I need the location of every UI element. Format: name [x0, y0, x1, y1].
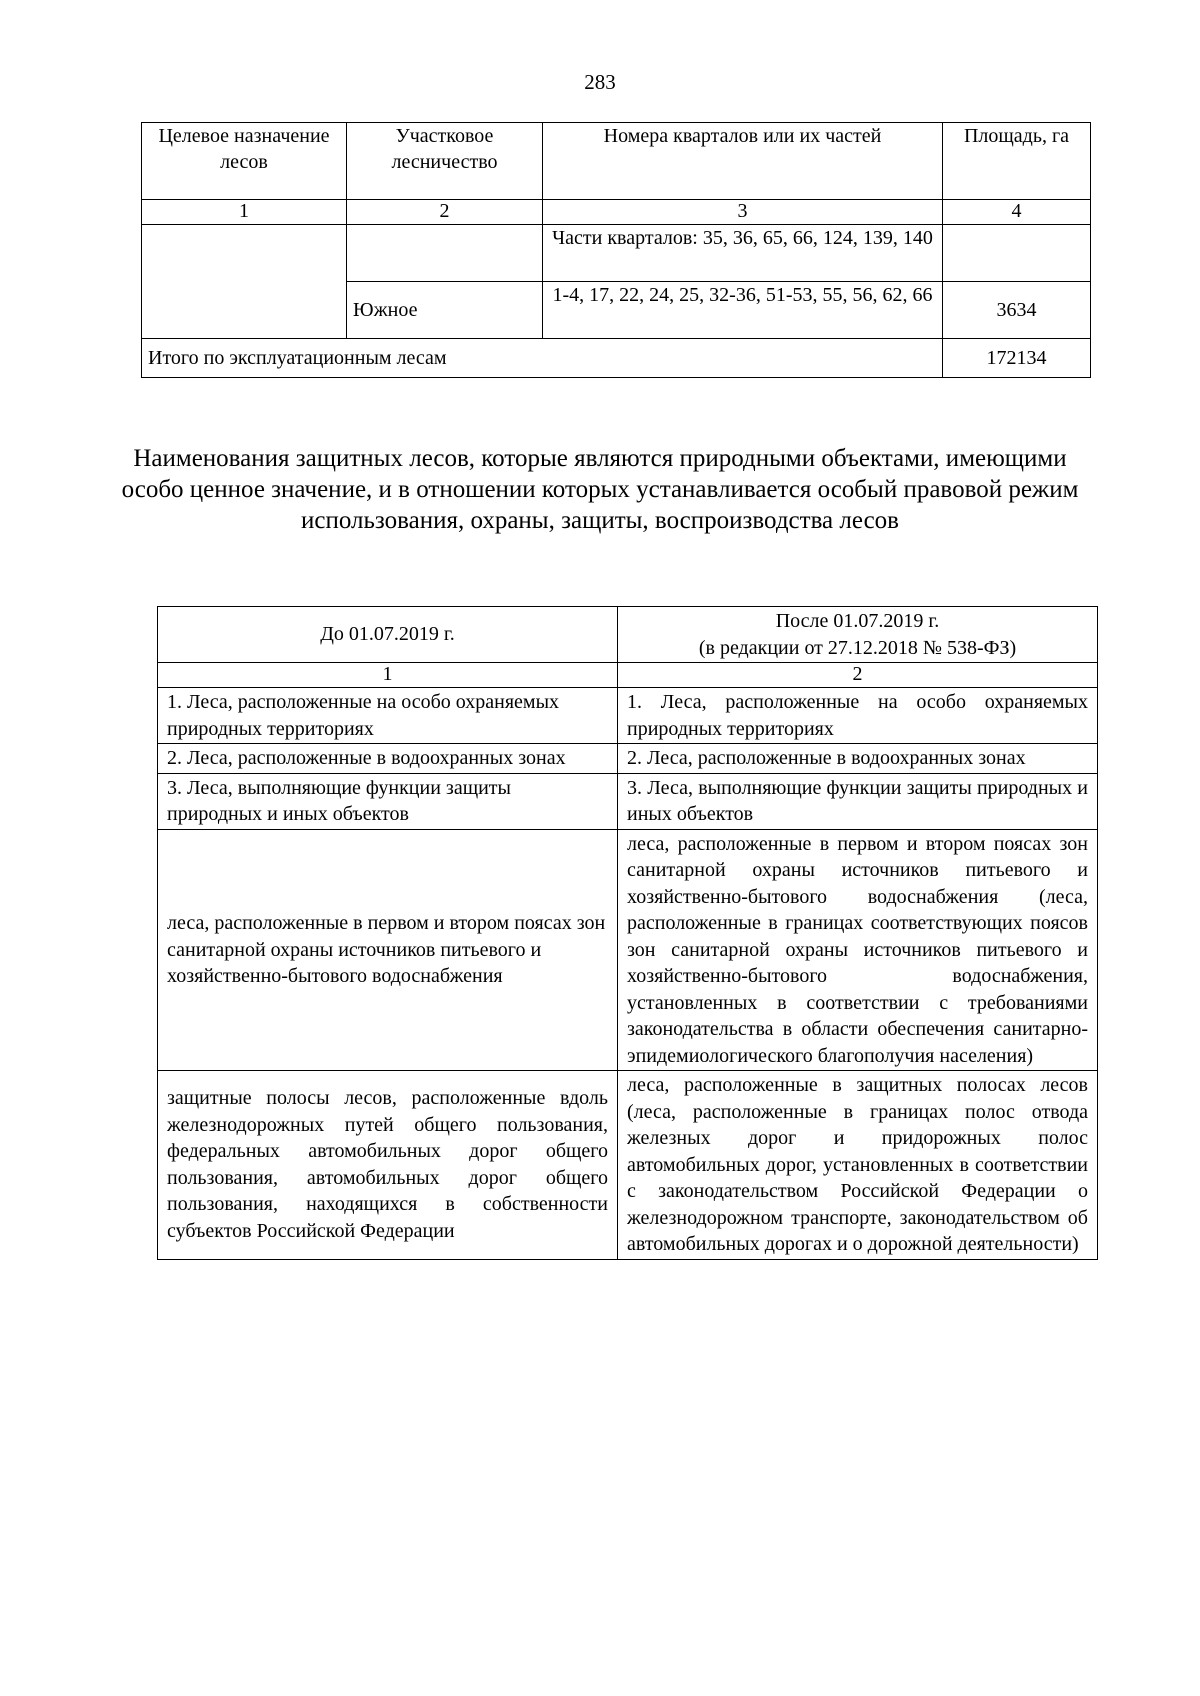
column-number: 4: [943, 200, 1091, 225]
before-cell: защитные полосы лесов, расположенные вдоль железнодорожных путей общего пользования, федеральных автомобильных дорог общего пользования, автомобильных дорог общего пользования, находящихся в собственности субъектов Российской Федерации: [158, 1071, 618, 1260]
table-row: [142, 225, 1091, 282]
table-row: [158, 1071, 1098, 1260]
area-cell: [943, 225, 1091, 282]
header-after-edition: (в редакции от 27.12.2018 № 538-ФЗ): [698, 636, 1017, 659]
header-after-date: После 01.07.2019 г.: [775, 610, 940, 632]
before-cell: леса, расположенные в первом и втором поясах зон санитарной охраны источников питьевого и хозяйственно-бытового водоснабжения: [158, 829, 618, 1071]
after-cell: 3. Леса, выполняющие функции защиты природных и иных объектов: [618, 773, 1098, 829]
column-number: 1: [142, 200, 347, 225]
forestry-cell: Южное: [347, 282, 543, 339]
purpose-cell: [142, 225, 347, 339]
after-cell: леса, расположенные в первом и втором поясах зон санитарной охраны источников питьевого и хозяйственно-бытового водоснабжения (леса, расположенные в границах соответствующих поясов зон санитарной охраны источников питьевого и хозяйственно-бытового водоснабжения, установленных в соответствии с требованиями законодательства в области обеспечения санитарно-эпидемиологического благополучия населения): [618, 829, 1098, 1071]
column-number: 1: [158, 663, 618, 688]
header-area: Площадь, га: [943, 123, 1091, 200]
header-after: [618, 607, 1098, 663]
table-row: [158, 688, 1098, 744]
total-value: 172134: [943, 339, 1091, 378]
header-before: До 01.07.2019 г.: [158, 607, 618, 663]
exploitation-forests-table: [141, 122, 1091, 378]
after-cell: 1. Леса, расположенные на особо охраняемых природных территориях: [618, 688, 1098, 744]
header-forestry: Участковое лесничество: [347, 123, 543, 200]
quarters-cell: 1-4, 17, 22, 24, 25, 32-36, 51-53, 55, 56, 62, 66: [543, 282, 943, 339]
table-row: [158, 773, 1098, 829]
total-label: Итого по эксплуатационным лесам: [142, 339, 943, 378]
total-row: [142, 339, 1091, 378]
protective-forests-table: [157, 606, 1098, 1260]
before-cell: 2. Леса, расположенные в водоохранных зонах: [158, 744, 618, 774]
before-cell: 1. Леса, расположенные на особо охраняемых природных территориях: [158, 688, 618, 744]
after-cell: леса, расположенные в защитных полосах лесов (леса, расположенные в границах полос отвода железных дорог и придорожных полос автомобильных дорог, установленных в соответствии с законодательством Российской Федерации о железнодорожном транспорте, законодательством об автомобильных дорогах и о дорожной деятельности): [618, 1071, 1098, 1260]
header-purpose: Целевое назначение лесов: [142, 123, 347, 200]
quarters-cell: Части кварталов: 35, 36, 65, 66, 124, 139, 140: [543, 225, 943, 282]
table-header-row: [142, 123, 1091, 200]
page-number: 283: [584, 70, 616, 94]
table-header-row: [158, 607, 1098, 663]
column-number: 3: [543, 200, 943, 225]
column-number-row: [142, 200, 1091, 225]
section-heading: Наименования защитных лесов, которые являются природными объектами, имеющими особо ценное значение, и в отношении которых устанавливается особый правовой режим использования, охраны, защиты, воспроизводства лесов: [121, 445, 1079, 534]
before-cell: 3. Леса, выполняющие функции защиты природных и иных объектов: [158, 773, 618, 829]
table-row: [158, 744, 1098, 774]
table-row: [158, 829, 1098, 1071]
area-cell: 3634: [943, 282, 1091, 339]
column-number: 2: [618, 663, 1098, 688]
column-number: 2: [347, 200, 543, 225]
after-cell: 2. Леса, расположенные в водоохранных зонах: [618, 744, 1098, 774]
forestry-cell: [347, 225, 543, 282]
column-number-row: [158, 663, 1098, 688]
header-quarters: Номера кварталов или их частей: [543, 123, 943, 200]
